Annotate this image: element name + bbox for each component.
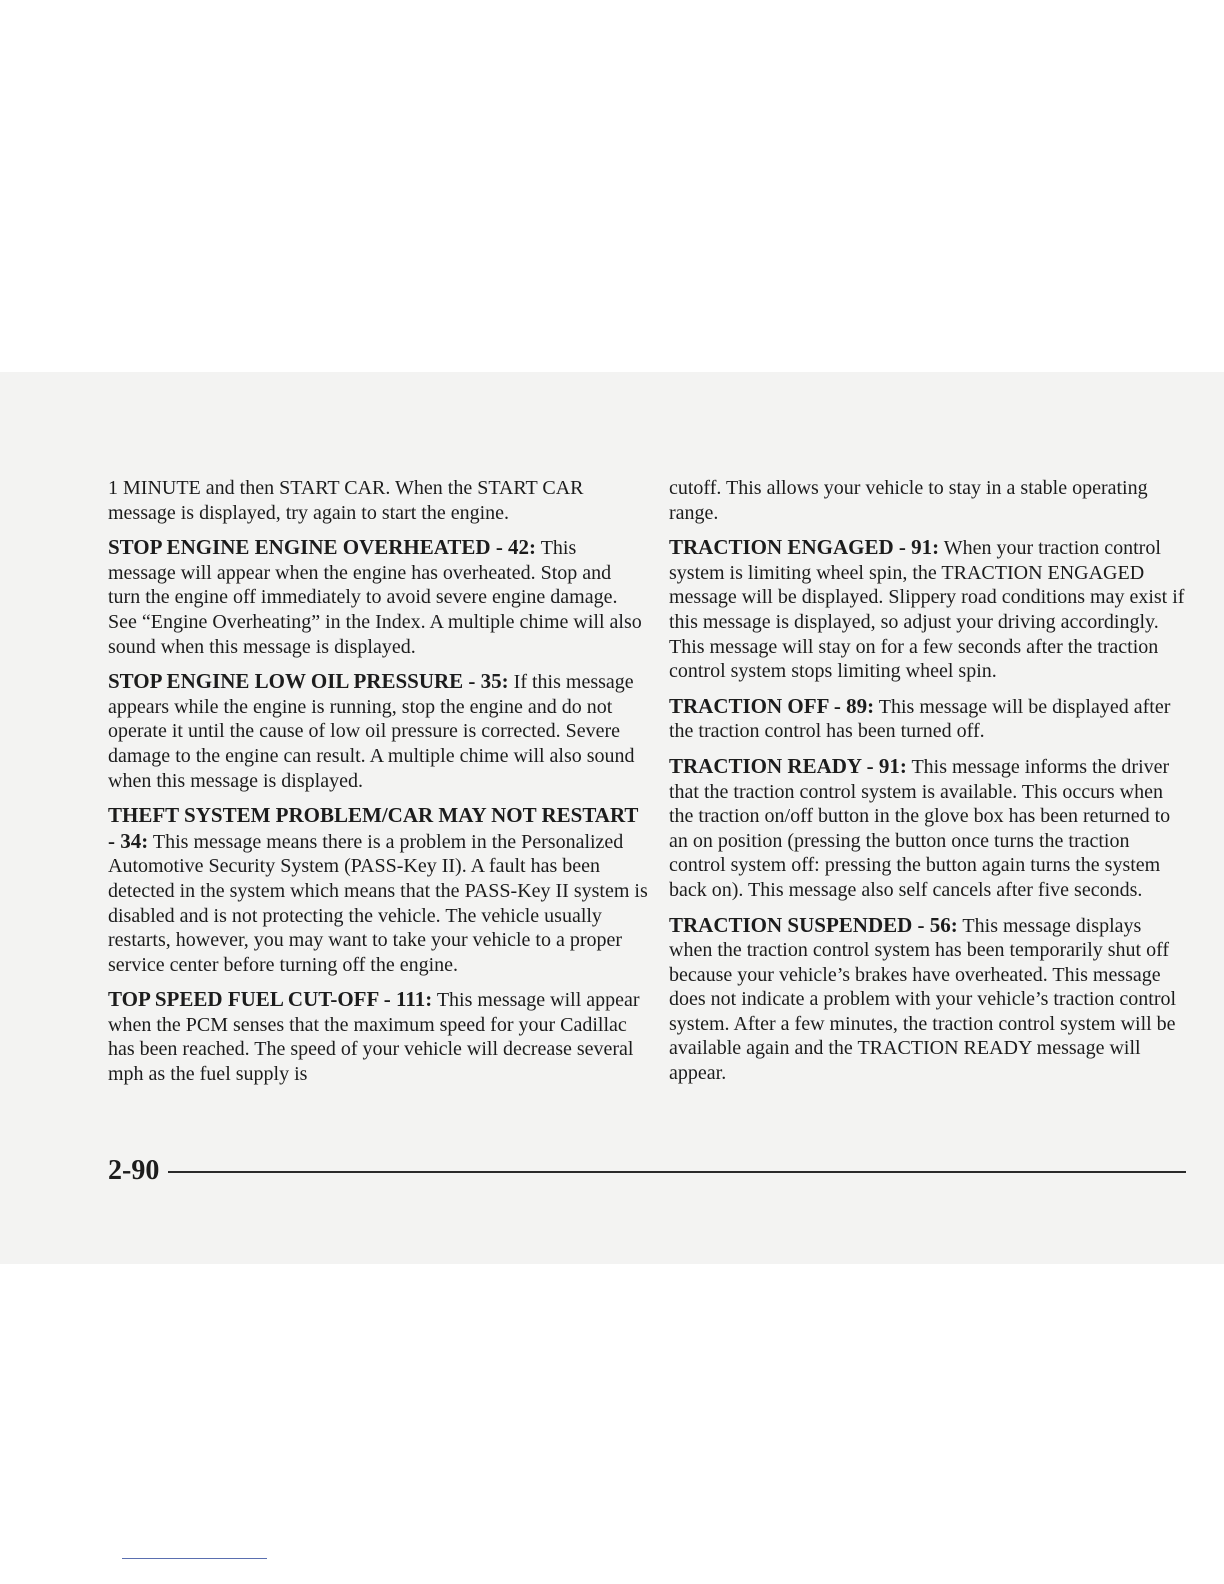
section-heading: TRACTION READY - 91: <box>669 753 907 778</box>
section-heading: STOP ENGINE LOW OIL PRESSURE - 35: <box>108 669 509 694</box>
section-traction-engaged <box>669 535 1189 684</box>
section-heading: TRACTION ENGAGED - 91: <box>669 535 940 560</box>
left-intro-paragraph: 1 MINUTE and then START CAR. When the START CAR message is displayed, try again to start the engine. <box>108 477 584 524</box>
section-heading: TOP SPEED FUEL CUT-OFF - 111: <box>108 987 433 1012</box>
section-top-speed-fuel-cutoff <box>108 987 648 1086</box>
section-stop-engine-low-oil <box>108 669 648 793</box>
left-column <box>108 476 648 1097</box>
section-body: If this message appears while the engine is running, stop the engine and do not operate it until the cause of low oil pressure is corrected. Severe damage to the engine can result. A multiple chime will also sound when this message is displayed. <box>108 671 635 792</box>
section-stop-engine-overheated <box>108 535 648 659</box>
section-theft-system-problem <box>108 803 648 977</box>
section-body: This message informs the driver that the traction control system is available. This occurs when the traction on/off button in the glove box has been returned to an on position (pressing the button once turns the traction control system off: pressing the button again turns the system back on). This message also self cancels after five seconds. <box>669 755 1171 901</box>
section-heading: TRACTION SUSPENDED - 56: <box>669 912 958 937</box>
section-body: This message means there is a problem in the Personalized Automotive Security System (PASS-Key II). A fault has been detected in the system which means that the PASS-Key II system is disabled and is not protecting the vehicle. The vehicle usually restarts, however, you may want to take your vehicle to a proper service center before turning off the engine. <box>108 830 648 976</box>
footer-rule <box>168 1171 1186 1173</box>
section-traction-ready <box>669 754 1189 903</box>
section-heading: STOP ENGINE ENGINE OVERHEATED - 42: <box>108 535 537 560</box>
right-intro-paragraph: cutoff. This allows your vehicle to stay in a stable operating range. <box>669 477 1148 524</box>
section-body: This message will appear when the PCM senses that the maximum speed for your Cadillac has been reached. The speed of your vehicle will decrease several mph as the fuel supply is <box>108 989 640 1086</box>
page-number: 2-90 <box>108 1155 160 1186</box>
bottom-link-rule <box>122 1558 267 1559</box>
section-heading: TRACTION OFF - 89: <box>669 693 875 718</box>
section-body: This message will be displayed after the traction control has been turned off. <box>669 695 1171 743</box>
section-body: This message displays when the traction control system has been temporarily shut off because your vehicle’s brakes have overheated. This message does not indicate a problem with your vehicle’s traction control system. After a few minutes, the traction control system will be available again and the TRACTION READY message will appear. <box>669 914 1177 1085</box>
section-traction-suspended <box>669 913 1189 1086</box>
section-body: When your traction control system is limiting wheel spin, the TRACTION ENGAGED message will be displayed. Slippery road conditions may exist if this message is displayed, so adjust your driving accordingly. This message will stay on for a few seconds after the traction control system stops limiting wheel spin. <box>669 537 1185 683</box>
section-traction-off <box>669 694 1189 744</box>
right-column <box>669 476 1189 1096</box>
section-heading: THEFT SYSTEM PROBLEM/CAR MAY NOT RESTART - 34: <box>108 803 639 853</box>
section-body: This message will appear when the engine has overheated. Stop and turn the engine off immediately to avoid severe engine damage. See “Engine Overheating” in the Index. A multiple chime will also sound when this message is displayed. <box>108 537 642 658</box>
